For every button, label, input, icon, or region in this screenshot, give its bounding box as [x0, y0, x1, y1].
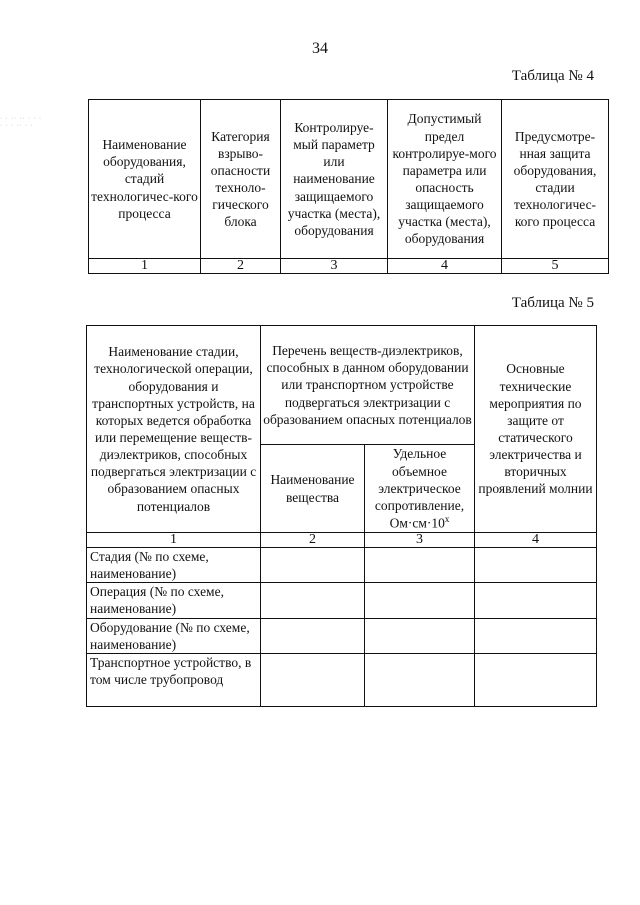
- table4-caption: Таблица № 4: [511, 68, 594, 84]
- row-label-equipment: Оборудование (№ по схеме, наименование): [87, 618, 261, 653]
- table4-column-number: 2: [201, 259, 281, 274]
- table-cell: [475, 548, 597, 583]
- table-row: [87, 583, 597, 618]
- table5-header-substances: Перечень веществ-диэлектриков, способных в данном оборудовании или транспортном устройстве подвергаться электризации с образованием опасных потенциалов: [261, 326, 475, 445]
- table5-column-number: 3: [365, 533, 475, 548]
- table4-header-cell: Допустимый предел контролируе-мого параметра или опасность защищаемого участка (места), оборудования: [388, 100, 502, 259]
- table4-header-cell: Наименование оборудования, стадий технологичес-кого процесса: [89, 100, 201, 259]
- table-cell: [365, 548, 475, 583]
- table4-column-number: 1: [89, 259, 201, 274]
- table4-header-cell: Контролируе-мый параметр или наименование защищаемого участка (места), оборудования: [281, 100, 388, 259]
- row-label-transport: Транспортное устройство, в том числе трубопровод: [87, 653, 261, 706]
- table-cell: [261, 583, 365, 618]
- row-label-operation: Операция (№ по схеме, наименование): [87, 583, 261, 618]
- table-cell: [365, 618, 475, 653]
- table5-column-number: 1: [87, 533, 261, 548]
- table-row: [87, 653, 597, 706]
- table-cell: [261, 618, 365, 653]
- table4-column-number: 5: [502, 259, 609, 274]
- table-cell: [261, 653, 365, 706]
- table4-header-row: [89, 100, 609, 259]
- table-cell: [261, 548, 365, 583]
- table4-header-cell: Предусмотре-нная защита оборудования, стадии технологичес-кого процесса: [502, 100, 609, 259]
- table4: [88, 99, 609, 274]
- table4-column-number: 4: [388, 259, 502, 274]
- table-row: [87, 548, 597, 583]
- resistivity-label: Удельное объемное электрическое сопротивление, Ом·см·10: [374, 446, 465, 531]
- table5-column-number: 4: [475, 533, 597, 548]
- table-cell: [475, 618, 597, 653]
- resistivity-exponent: x: [444, 513, 450, 524]
- table-cell: [475, 583, 597, 618]
- table4-column-number: 3: [281, 259, 388, 274]
- table5-column-number: 2: [261, 533, 365, 548]
- table-row: [87, 618, 597, 653]
- table4-header-cell: Категория взрыво-опасности техноло-гического блока: [201, 100, 281, 259]
- table5-header-stage: Наименование стадии, технологической операции, оборудования и транспортных устройств, на которых ведется обработка или перемещение веществ-диэлектриков, способных подвергаться электризации с образованием опасных потенциалов: [87, 326, 261, 533]
- table5-header-substance-name: Наименование вещества: [261, 445, 365, 533]
- row-label-stage: Стадия (№ по схеме, наименование): [87, 548, 261, 583]
- scan-artifact: · · ·· ·· · · · · · · ·· · ·: [0, 116, 42, 129]
- table-cell: [365, 583, 475, 618]
- table5-number-row: [87, 533, 597, 548]
- table5-header-measures: Основные технические мероприятия по защите от статического электричества и вторичных проявлений молнии: [475, 326, 597, 533]
- table5-header-resistivity: [365, 445, 475, 533]
- table4-number-row: [89, 259, 609, 274]
- table5-caption: Таблица № 5: [511, 295, 594, 311]
- table5: [86, 325, 597, 707]
- table5-header-row: [87, 326, 597, 445]
- page-number: 34: [312, 40, 328, 57]
- table-cell: [365, 653, 475, 706]
- table-cell: [475, 653, 597, 706]
